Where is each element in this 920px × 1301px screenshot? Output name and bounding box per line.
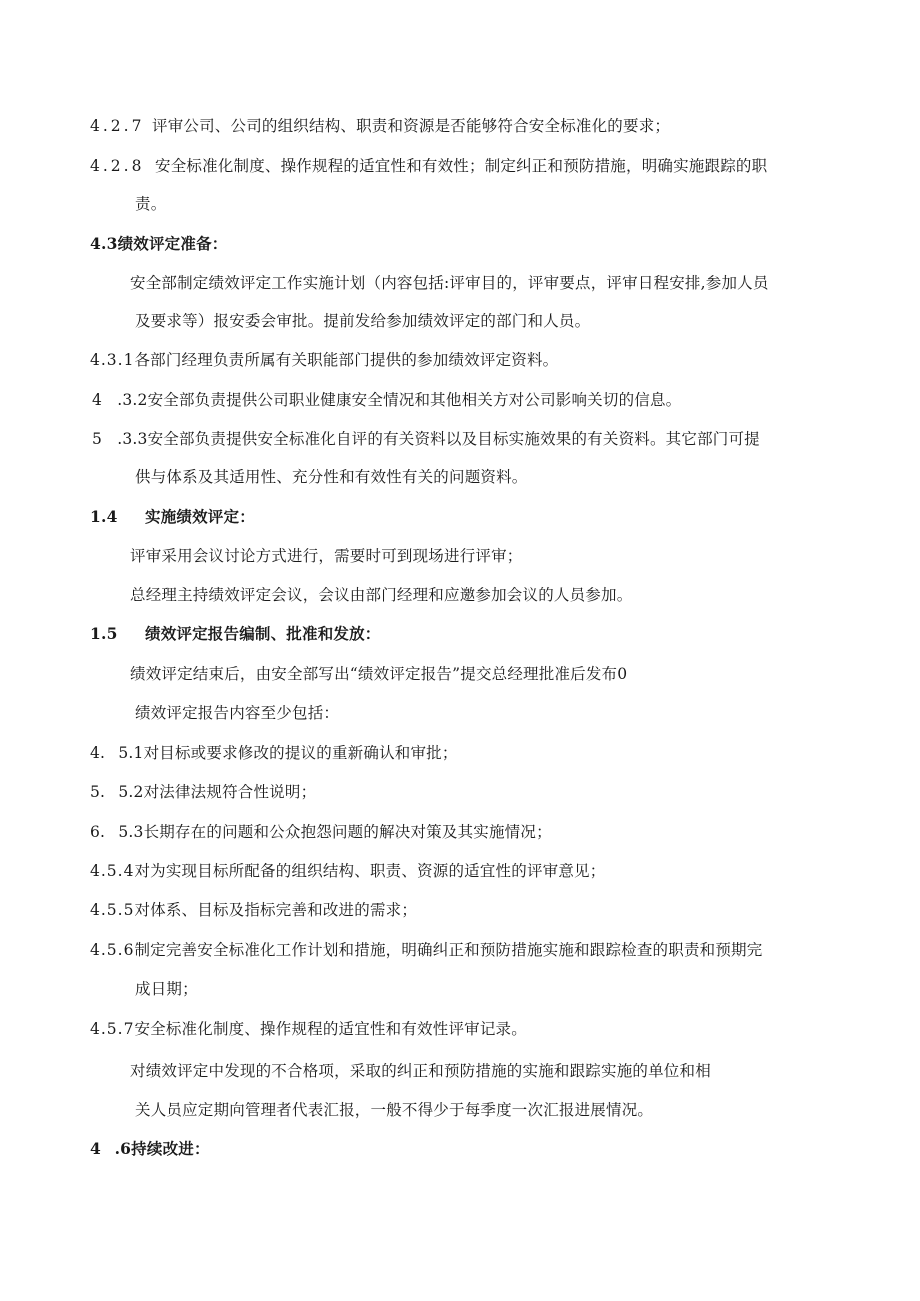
paragraph-1-4-b: [130, 585, 632, 605]
paragraph-text-continued: 关人员应定期向管理者代表汇报，一般不得少于每季度一次汇报进展情况。: [135, 1101, 654, 1119]
clause-4-5-7: [90, 1019, 527, 1039]
clause-4-3-1: [90, 350, 558, 370]
clause-number: 5. 5.2: [90, 783, 144, 801]
clause-text: 长期存在的问题和公众抱怨问题的解决对策及其实施情况；: [143, 823, 552, 841]
clause-3-3-continuation: [135, 467, 528, 487]
clause-number: 4.2.8: [90, 157, 145, 175]
clause-4-5-5: [90, 900, 417, 920]
clause-text: 安全部负责提供公司职业健康安全情况和其他相关方对公司影响关切的信息。: [147, 391, 682, 409]
paragraph-closing: [130, 1061, 711, 1081]
clause-text: 制定完善安全标准化工作计划和措施，明确纠正和预防措施实施和跟踪检查的职责和预期完: [134, 941, 763, 959]
clause-5-2: [90, 782, 316, 802]
paragraph-text: 评审采用会议讨论方式进行，需要时可到现场进行评审；: [130, 547, 523, 565]
clause-number: 4. 5.1: [90, 744, 144, 762]
clause-4-5-4: [90, 861, 605, 881]
paragraph-text: 总经理主持绩效评定会议，会议由部门经理和应邀参加会议的人员参加。: [130, 586, 633, 604]
paragraph-text: 绩效评定报告内容至少包括：: [135, 704, 340, 722]
clause-text-continued: 责。: [135, 195, 167, 213]
clause-5-1: [90, 743, 458, 763]
clause-5-3: [90, 822, 552, 842]
clause-number: 4.5.6: [90, 941, 135, 959]
clause-text: 对体系、目标及指标完善和改进的需求；: [134, 901, 418, 919]
section-number: 4 .6: [90, 1139, 132, 1158]
clause-number: 4.5.4: [90, 862, 135, 880]
clause-number: 4.2.7: [90, 117, 145, 135]
clause-text: 评审公司、公司的组织结构、职责和资源是否能够符合安全标准化的要求；: [152, 117, 671, 135]
clause-number: 5 .3.3: [92, 430, 148, 448]
section-number: 1.5: [90, 624, 118, 643]
paragraph-text: 安全部制定绩效评定工作实施计划（内容包括:评审目的，评审要点，评审日程安排,参加人员: [130, 274, 769, 292]
clause-text-continued: 供与体系及其适用性、充分性和有效性有关的问题资料。: [135, 468, 528, 486]
clause-text: 对为实现目标所配备的组织结构、职责、资源的适宜性的评审意见；: [134, 862, 606, 880]
section-heading-4-6: [90, 1139, 210, 1159]
clause-number: 4.3.1: [90, 351, 135, 369]
clause-number: 4.5.7: [90, 1020, 135, 1038]
paragraph-closing-continuation: [135, 1100, 653, 1120]
clause-text: 对目标或要求修改的提议的重新确认和审批；: [143, 744, 458, 762]
section-number: 4.3: [90, 234, 118, 253]
paragraph-1-5-b: [135, 703, 339, 723]
paragraph-text: 绩效评定结束后，由安全部写出“绩效评定报告”提交总经理批准后发布0: [130, 665, 628, 683]
clause-4-3-2: [92, 390, 681, 410]
section-title: 绩效评定报告编制、批准和发放：: [145, 624, 381, 643]
clause-number: 4 .3.2: [92, 391, 148, 409]
clause-4-5-6: [90, 940, 762, 960]
section-number: 1.4: [90, 507, 118, 526]
paragraph-1-4-a: [130, 546, 523, 566]
section-heading-4-3: [90, 234, 227, 254]
paragraph-1-5-a: [130, 664, 627, 684]
clause-text: 安全标准化制度、操作规程的适宜性和有效性；制定纠正和预防措施，明确实施跟踪的职: [155, 157, 768, 175]
paragraph-4-3-continuation: [135, 311, 590, 331]
clause-4-2-8-continuation: [135, 194, 166, 214]
clause-number: 6. 5.3: [90, 823, 144, 841]
section-title: 实施绩效评定：: [145, 507, 255, 526]
clause-text: 对法律法规符合性说明；: [143, 783, 317, 801]
clause-text: 安全部负责提供安全标准化自评的有关资料以及目标实施效果的有关资料。其它部门可提: [147, 430, 760, 448]
section-heading-1-4: [90, 507, 255, 527]
clause-4-5-6-continuation: [135, 979, 198, 999]
clause-number: 4.5.5: [90, 901, 135, 919]
paragraph-text-continued: 及要求等）报安委会审批。提前发给参加绩效评定的部门和人员。: [135, 312, 591, 330]
section-title: 持续改进：: [131, 1139, 210, 1158]
clause-3-3: [92, 429, 760, 449]
clause-text: 各部门经理负责所属有关职能部门提供的参加绩效评定资料。: [134, 351, 559, 369]
section-title: 绩效评定准备：: [117, 234, 228, 253]
clause-4-2-8: [90, 156, 767, 176]
paragraph-text: 对绩效评定中发现的不合格项，采取的纠正和预防措施的实施和跟踪实施的单位和相: [130, 1062, 711, 1080]
clause-text-continued: 成日期；: [135, 980, 198, 998]
section-heading-1-5: [90, 624, 381, 644]
clause-text: 安全标准化制度、操作规程的适宜性和有效性评审记录。: [134, 1020, 527, 1038]
paragraph-4-3: [130, 273, 769, 293]
clause-4-2-7: [90, 116, 670, 136]
